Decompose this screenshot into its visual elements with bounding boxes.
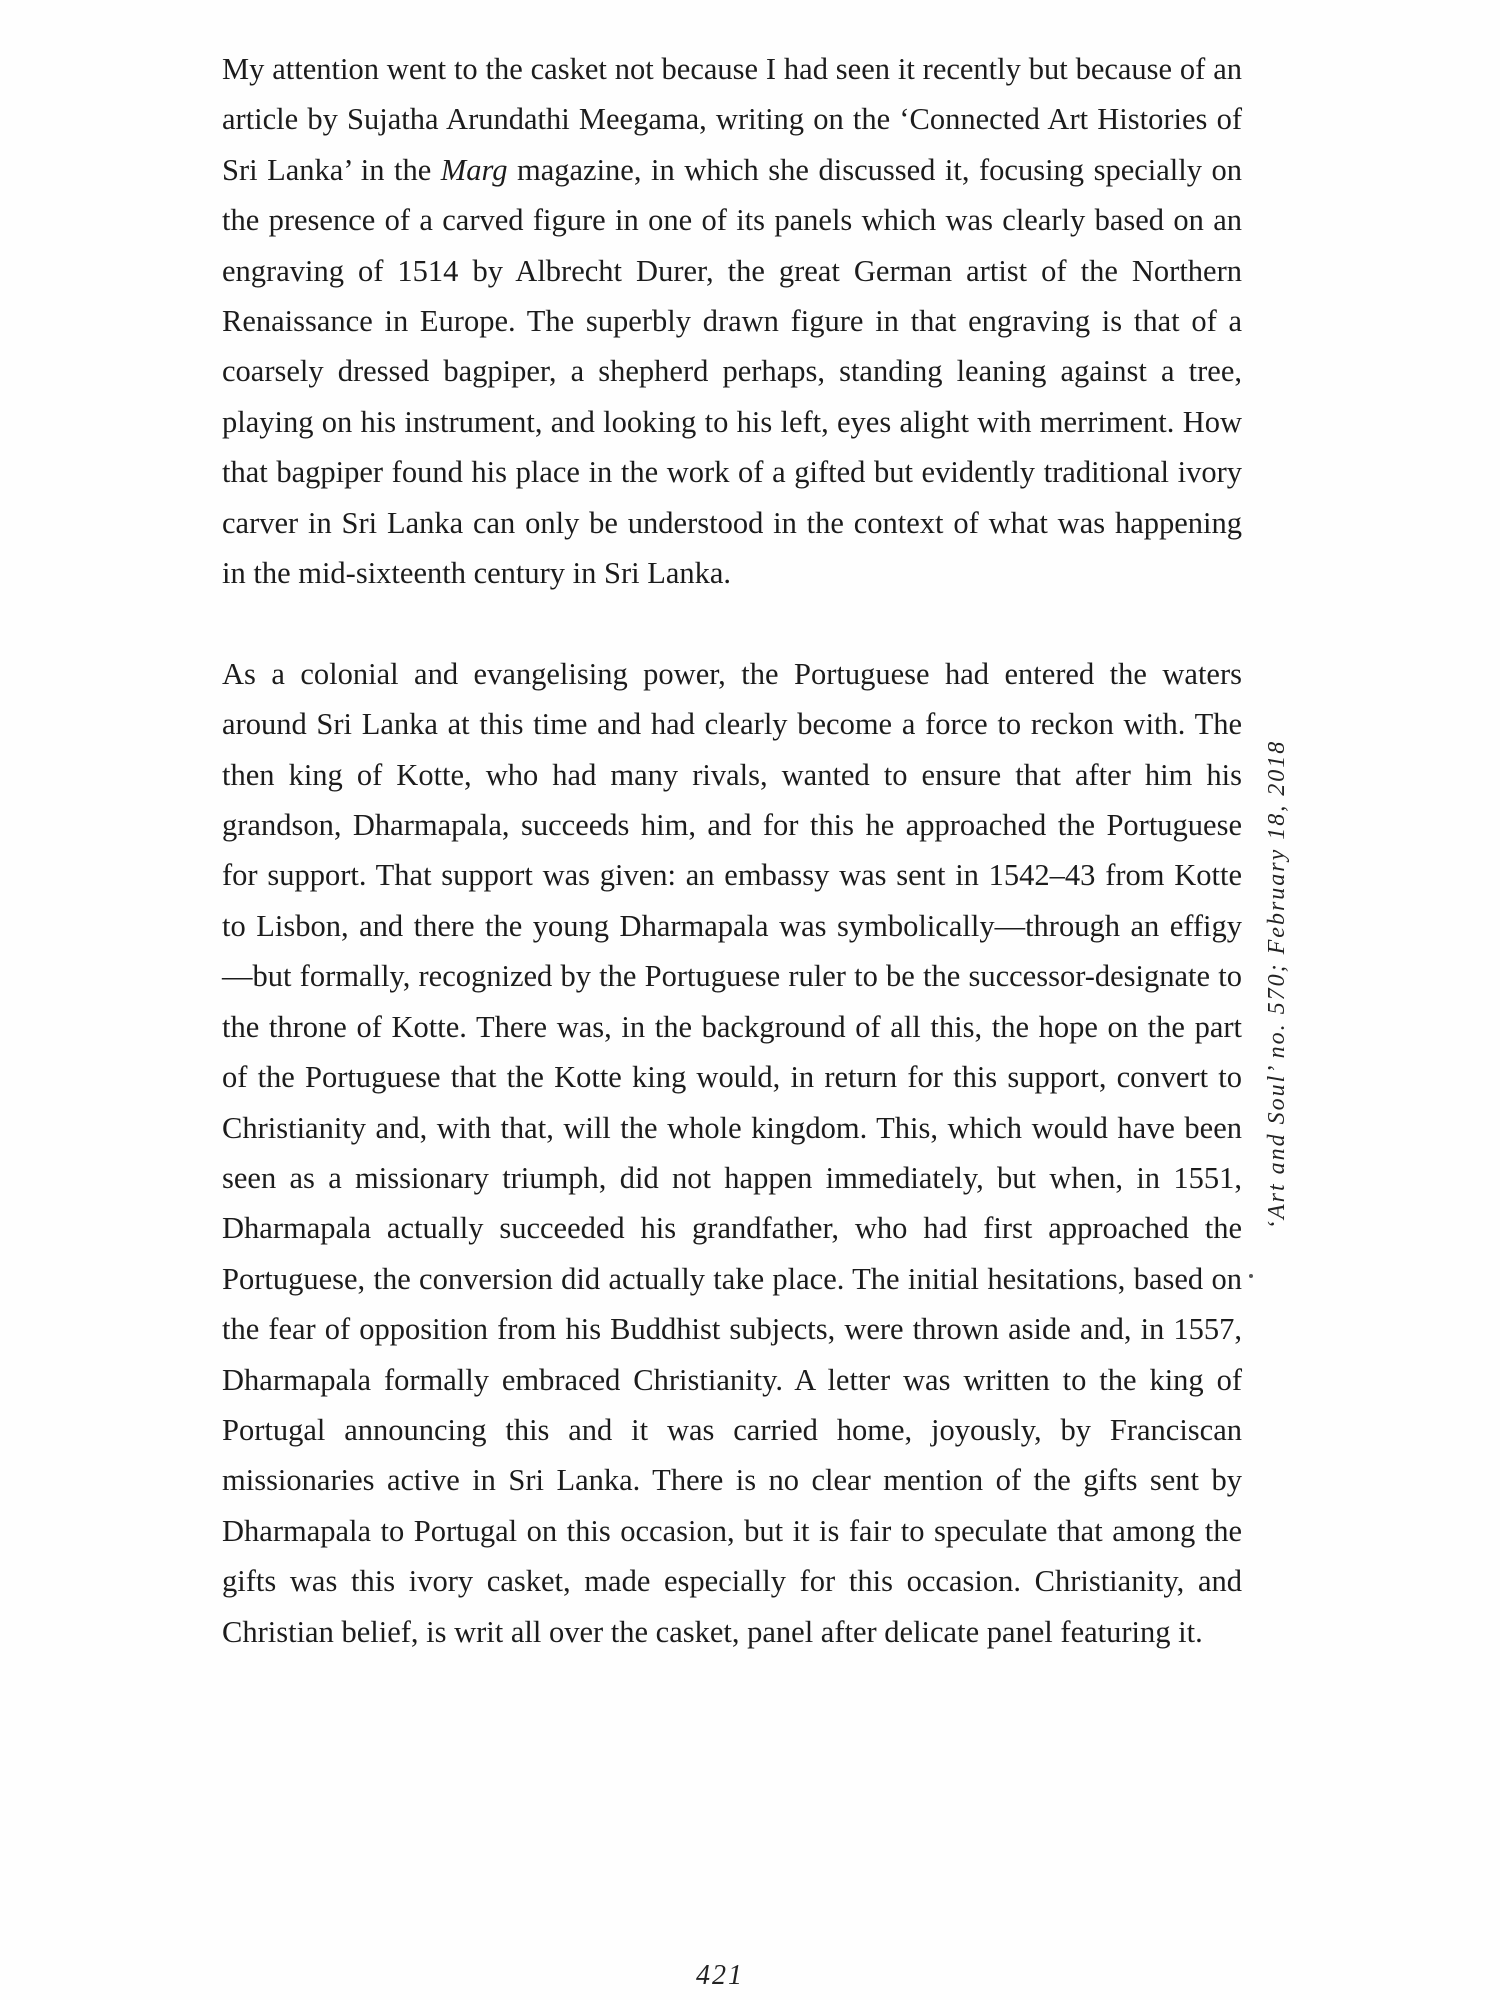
paragraph-1-text-start: My attention went to the casket not because I had seen it recently but because of an article by Sujatha Arundathi Meegama, writing on the ‘Connected Art Histories of Sri Lanka’ in the [222,52,1242,187]
body-text [222,44,1242,1657]
magazine-title-marg: Marg [440,152,508,187]
paragraph-portuguese-history: As a colonial and evangelising power, the Portuguese had entered the waters around Sri Lanka at this time and had clearly become a force to reckon with. The then king of Kotte, who had many rivals, wanted to ensure that after him his grandson, Dharmapala, succeeds him, and for this he approached the Portuguese for support. That support was given: an embassy was sent in 1542–43 from Kotte to Lisbon, and there the young Dharmapala was symbolically—through an effigy—but formally, recognized by the Portuguese ruler to be the successor-designate to the throne of Kotte. There was, in the background of all this, the hope on the part of the Portuguese that the Kotte king would, in return for this support, convert to Christianity and, with that, will the whole kingdom. This, which would have been seen as a missionary triumph, did not happen immediately, but when, in 1551, Dharmapala actually succeeded his grandfather, who had first approached the Portuguese, the conversion did actually take place. The initial hesitations, based on the fear of opposition from his Buddhist subjects, were thrown aside and, in 1557, Dharmapala formally embraced Christianity. A letter was written to the king of Portugal announcing this and it was carried home, joyously, by Franciscan missionaries active in Sri Lanka. There is no clear mention of the gifts sent by Dharmapala to Portugal on this occasion, but it is fair to speculate that among the gifts was this ivory casket, made especially for this occasion. Christianity, and Christian belief, is writ all over the casket, panel after delicate panel featuring it. [222,656,1242,1649]
paragraph-casket-article [222,44,1242,598]
publication-side-note: ‘Art and Soul’ no. 570; February 18, 2018 [1264,739,1290,1229]
page-number: 421 [696,1960,744,1991]
print-speck-mark [1249,1274,1253,1278]
paragraph-1-text-end: magazine, in which she discussed it, focusing specially on the presence of a carved figure in one of its panels which was clearly based on an engraving of 1514 by Albrecht Durer, the great German artist of the Northern Renaissance in Europe. The superbly drawn figure in that engraving is that of a coarsely dressed bagpiper, a shepherd perhaps, standing leaning against a tree, playing on his instrument, and looking to his left, eyes alight with merriment. How that bagpiper found his place in the work of a gifted but evidently traditional ivory carver in Sri Lanka can only be understood in the context of what was happening in the mid-sixteenth century in Sri Lanka. [222,152,1243,591]
